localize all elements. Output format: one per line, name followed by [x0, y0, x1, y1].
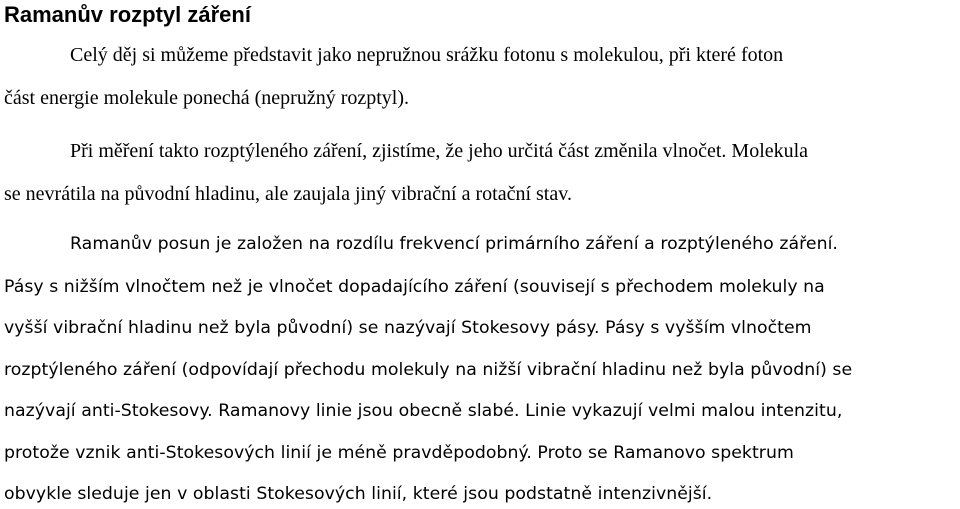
paragraph-3-line-4: rozptýleného záření (odpovídají přechodu molekuly na nižší vibrační hladinu než byla původní) se	[4, 360, 853, 380]
paragraph-3-line-6: protože vznik anti-Stokesových linií je méně pravděpodobný. Proto se Ramanovo spektrum	[4, 443, 794, 463]
document-title: Ramanův rozptyl záření	[4, 2, 251, 27]
paragraph-1-line-1: Celý děj si můžeme představit jako nepružnou srážku fotonu s molekulou, při které foton	[70, 44, 784, 66]
paragraph-3-line-3: vyšší vibrační hladinu než byla původní) se nazývají Stokesovy pásy. Pásy s vyšším vlnočtem	[4, 318, 812, 338]
paragraph-3-line-1: Ramanův posun je založen na rozdílu frekvencí primárního záření a rozptýleného záření.	[70, 234, 838, 254]
paragraph-1-line-2: část energie molekule ponechá (nepružný rozptyl).	[4, 87, 410, 109]
paragraph-3-line-2: Pásy s nižším vlnočtem než je vlnočet dopadajícího záření (souvisejí s přechodem molekuly na	[4, 277, 825, 297]
paragraph-2-line-2: se nevrátila na původní hladinu, ale zaujala jiný vibrační a rotační stav.	[4, 183, 572, 205]
paragraph-3-line-7: obvykle sleduje jen v oblasti Stokesových linií, které jsou podstatně intenzivnější.	[4, 484, 713, 504]
paragraph-3-line-5: nazývají anti-Stokesovy. Ramanovy linie jsou obecně slabé. Linie vykazují velmi malou intenzitu,	[4, 401, 843, 421]
paragraph-2-line-1: Při měření takto rozptýleného záření, zjistíme, že jeho určitá část změnila vlnočet. Molekula	[70, 140, 809, 162]
